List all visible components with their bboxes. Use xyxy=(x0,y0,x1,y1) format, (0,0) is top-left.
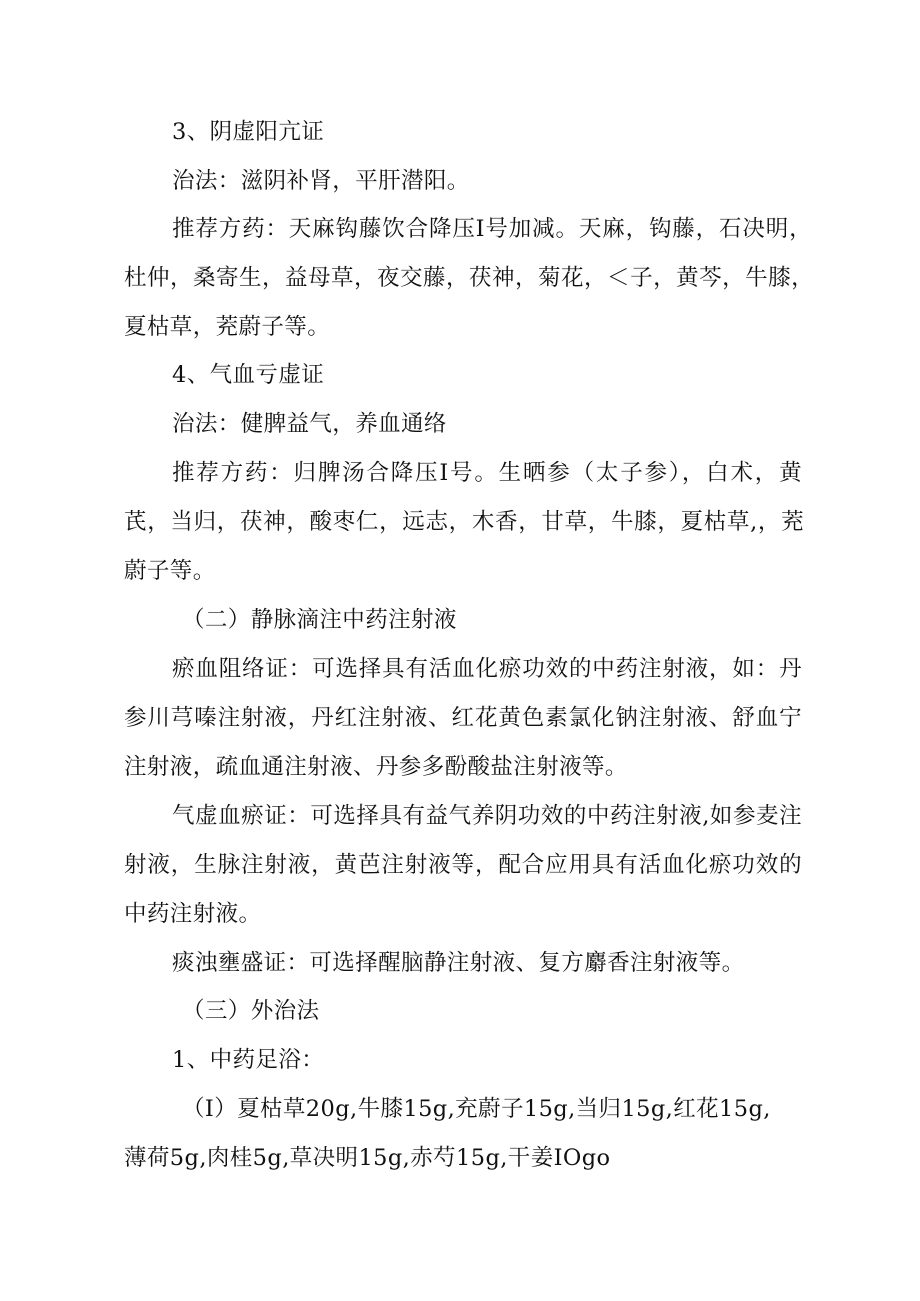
treatment-method-2: 治法：健脾益气，养血通络 xyxy=(172,411,447,437)
foot-bath-formula-line-2: 薄荷5g,肉桂5g,草决明15g,赤芍15g,干姜IOgo xyxy=(124,1145,611,1171)
qi-deficiency-paragraph-line-2: 射液，生脉注射液，黄芭注射液等，配合应用具有活血化瘀功效的 xyxy=(124,852,802,878)
recommended-prescription-2-line-2: 芪，当归，茯神，酸枣仁，远志，木香，甘草，牛膝，夏枯草,，茺 xyxy=(124,509,804,535)
qi-deficiency-paragraph-line-3: 中药注射液。 xyxy=(124,901,262,927)
qi-deficiency-paragraph-line-1: 气虚血瘀证：可选择具有益气养阴功效的中药注射液,如参麦注 xyxy=(172,803,802,829)
treatment-method-1: 治法：滋阴补肾，平肝潜阳。 xyxy=(172,168,470,194)
blood-stasis-paragraph-line-3: 注射液，疏血通注射液、丹参多酚酸盐注射液等。 xyxy=(124,754,628,780)
section-heading-external-treatment: （三）外治法 xyxy=(182,998,320,1024)
blood-stasis-paragraph-line-2: 参川芎嗪注射液，丹红注射液、红花黄色素氯化钠注射液、舒血宁 xyxy=(124,705,802,731)
blood-stasis-paragraph-line-1: 瘀血阻络证：可选择具有活血化瘀功效的中药注射液，如：丹 xyxy=(172,656,802,682)
phlegm-paragraph: 痰浊壅盛证：可选择醒脑静注射液、复方麝香注射液等。 xyxy=(172,950,745,976)
recommended-prescription-1-line-3: 夏枯草，茺蔚子等。 xyxy=(124,314,331,340)
foot-bath-formula-line-1: （I）夏枯草20g,牛膝15g,充蔚子15g,当归15g,红花15g, xyxy=(182,1096,771,1122)
section-heading-iv-injection: （二）静脉滴注中药注射液 xyxy=(182,607,457,633)
recommended-prescription-1-line-1: 推荐方药：天麻钩藤饮合降压Ⅰ号加减。天麻，钩藤，石决明， xyxy=(172,216,812,242)
section-heading-yin-deficiency: 3、阴虚阳亢证 xyxy=(172,119,325,145)
subsection-foot-bath: 1、中药足浴： xyxy=(172,1047,325,1073)
recommended-prescription-2-line-1: 推荐方药：归脾汤合降压Ⅰ号。生晒参（太子参），白术，黄 xyxy=(172,460,802,486)
section-heading-qi-blood-deficiency: 4、气血亏虚证 xyxy=(172,362,325,388)
recommended-prescription-1-line-2: 杜仲，桑寄生，益母草，夜交藤，茯神，菊花，＜子，黄芩，牛膝， xyxy=(124,265,814,291)
recommended-prescription-2-line-3: 蔚子等。 xyxy=(124,558,216,584)
